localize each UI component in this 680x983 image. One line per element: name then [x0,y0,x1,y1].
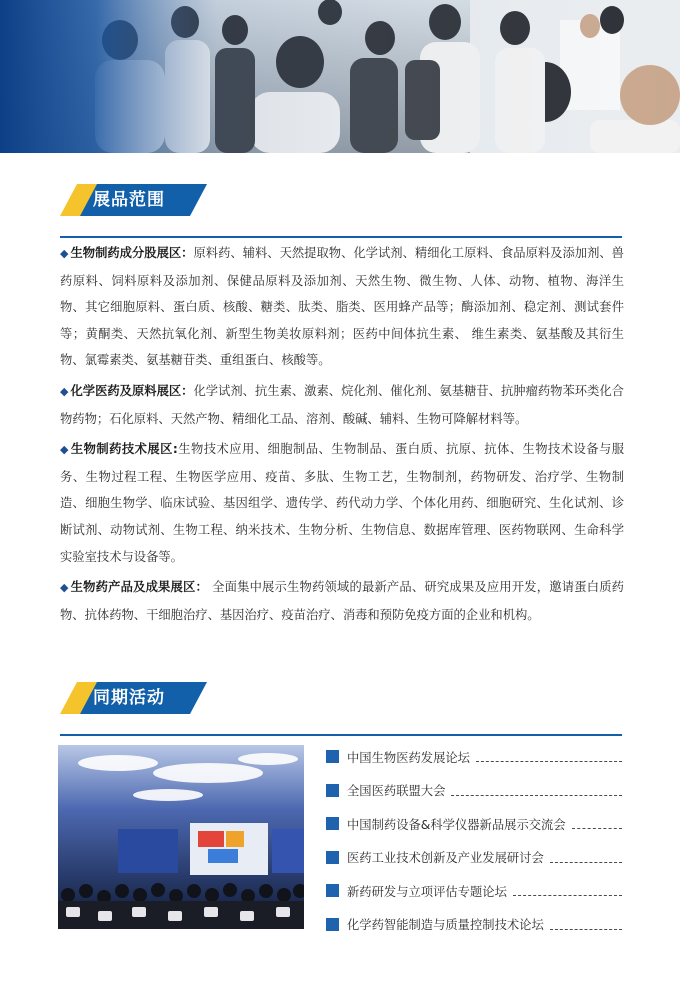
exhibit-item [60,574,624,628]
event-item-label: 中国生物医药发展论坛 [347,750,470,765]
exhibit-item-text: 化学试剂、抗生素、激素、烷化剂、催化剂、氨基糖苷、抗肿瘤药物苯环类化合物药物；石化原料、天然产物、精细化工品、溶剂、酸碱、辅料、生物可降解材料等。 [60,383,624,426]
diamond-icon: ◆ [60,384,69,398]
dashed-leader [550,862,622,863]
diamond-icon: ◆ [60,443,69,457]
event-item [326,774,622,808]
exhibits-title: 展品范围 [93,190,165,210]
events-section-header [60,682,622,738]
exhibit-item-text: 原料药、辅料、天然提取物、化学试剂、精细化工原料、食品原料及添加剂、兽药原料、饲料原料及添加剂、保健品原料及添加剂、天然生物、微生物、人体、动物、植物、海洋生物、其它细胞原料、蛋白质、核酸、糖类、肽类、脂类、医用蜂产品等；酶添加剂、稳定剂、测试套件等；黄酮类、天然抗氧化剂、新型生物美妆原料剂；医药中间体抗生素、 维生素类、氨基酸及其衍生物、氯霉素类、氨基糖苷类、重组蛋白、核酸等。 [60,246,624,368]
exhibit-item [60,436,624,570]
dashed-leader [476,761,622,762]
dashed-leader [451,795,622,796]
exhibit-item-text: 全面集中展示生物药领域的最新产品、研究成果及应用开发，邀请蛋白质药物、抗体药物、干细胞治疗、基因治疗、疫苗治疗、消毒和预防免疫方面的企业和机构。 [60,580,624,622]
exhibit-item-label: 生物制药成分股展区： [70,246,194,260]
exhibit-item-label: 生物药产品及成果展区： [70,580,209,595]
event-item-label: 中国制药设备&科学仪器新品展示交流会 [347,817,566,832]
event-item-label: 化学药智能制造与质量控制技术论坛 [347,918,544,933]
exhibit-range-list [60,240,624,632]
conference-photo [58,745,304,929]
heading-underline [60,236,622,238]
dashed-leader [572,828,622,829]
event-item-label: 新药研发与立项评估专题论坛 [347,884,507,899]
square-icon [326,817,339,830]
exhibits-section-header [60,184,622,240]
event-item-label: 医药工业技术创新及产业发展研讨会 [347,851,544,866]
square-icon [326,784,339,797]
exhibit-item-label: 化学医药及原料展区： [70,383,194,398]
diamond-icon: ◆ [60,247,69,260]
square-icon [326,918,339,931]
square-icon [326,750,339,763]
diamond-icon: ◆ [60,581,69,595]
exhibit-item [60,240,624,374]
event-item [326,874,622,908]
event-item [326,908,622,942]
square-icon [326,851,339,864]
exhibition-crowd-image [0,0,680,153]
exhibit-item [60,378,624,432]
hero-photo [0,0,680,153]
conference-hall-image [58,745,304,929]
concurrent-events-list [326,740,622,941]
exhibit-item-text: 生物技术应用、细胞制品、生物制品、蛋白质、抗原、抗体、生物技术设备与服务、生物过程工程、生物医学应用、疫苗、多肽、生物工艺，生物制剂，药物研发、治疗学、生物制造、细胞生物学、临床试验、基因组学、遗传学、药代动力学、个体化用药、细胞研究、生化试剂、诊断试剂、动物试剂、生物工程、纳米技术、生物分析、生物信息、数据库管理、医药物联网、生命科学实验室技术与设备等。 [60,442,624,564]
event-item [326,807,622,841]
event-item [326,740,622,774]
event-item [326,841,622,875]
events-title: 同期活动 [93,688,165,708]
dashed-leader [513,895,622,896]
dashed-leader [550,929,622,930]
heading-underline [60,734,622,736]
square-icon [326,884,339,897]
event-item-label: 全国医药联盟大会 [347,784,446,799]
exhibit-item-label: 生物制药技术展区: [70,442,178,457]
